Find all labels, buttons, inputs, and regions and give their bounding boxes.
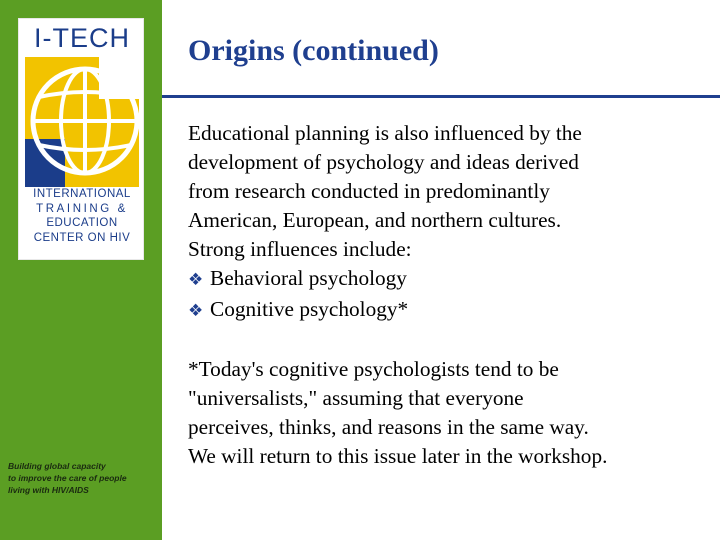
bullet-item xyxy=(188,264,708,295)
globe-icon xyxy=(25,57,139,187)
diamond-bullet-icon: ❖ xyxy=(188,270,204,290)
tagline-line: living with HIV/AIDS xyxy=(8,485,89,495)
tagline-line: Building global capacity xyxy=(8,461,106,471)
title-divider xyxy=(162,95,720,98)
slide-title: Origins (continued) xyxy=(188,34,439,67)
paragraph-line: from research conducted in predominantly xyxy=(188,179,550,203)
logo-line: EDUCATION xyxy=(46,217,118,229)
tagline xyxy=(8,460,158,496)
paragraph-line: Educational planning is also influenced by the xyxy=(188,121,582,145)
bullet-item xyxy=(188,295,708,326)
paragraph-line: Strong influences include: xyxy=(188,237,412,261)
slide-body xyxy=(188,119,708,471)
footnote-line: *Today's cognitive psychologists tend to be xyxy=(188,357,559,381)
logo-line: CENTER ON HIV xyxy=(33,231,131,244)
paragraph-line: development of psychology and ideas derived xyxy=(188,150,579,174)
footnote-line: We will return to this issue later in the workshop. xyxy=(188,444,608,468)
logo-line: TRAINING & xyxy=(36,202,128,215)
paragraph-line: American, European, and northern cultures. xyxy=(188,208,562,232)
bullet-text: Behavioral psychology xyxy=(210,266,407,290)
logo-line: INTERNATIONAL xyxy=(33,188,131,200)
footnote-line: perceives, thinks, and reasons in the same way. xyxy=(188,415,589,439)
logo-title: I-TECH xyxy=(34,23,130,53)
bullet-text: Cognitive psychology* xyxy=(210,297,409,321)
itech-logo xyxy=(18,18,144,260)
diamond-bullet-icon: ❖ xyxy=(188,301,204,321)
spacer xyxy=(188,326,708,355)
footnote-line: "universalists," assuming that everyone xyxy=(188,386,524,410)
sidebar xyxy=(0,0,162,540)
logo-text xyxy=(19,187,145,245)
tagline-line: to improve the care of people xyxy=(8,473,127,483)
